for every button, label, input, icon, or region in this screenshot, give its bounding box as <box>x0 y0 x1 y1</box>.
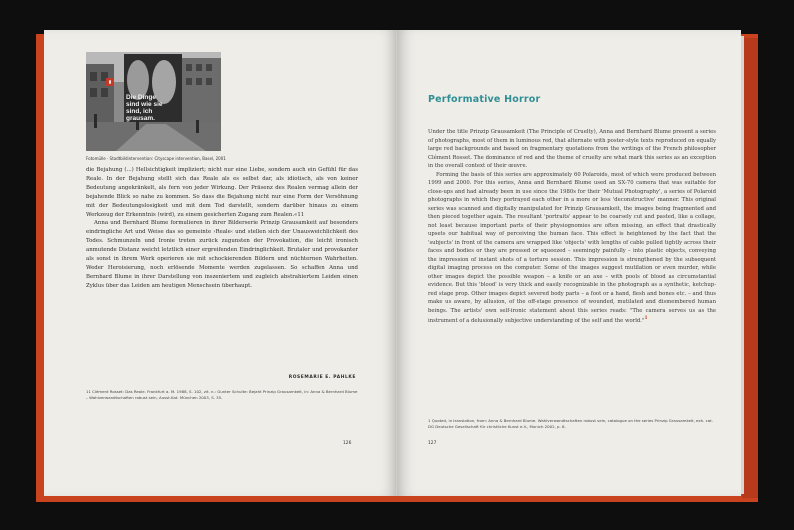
footnote-marker: 1 <box>644 316 648 321</box>
right-paragraph: Under the title Prinzip Grausamkeit (The Principle of Cruelty), Anna and Bernhard Blume present a series of photographs, most of them in luminous red, that alternate with poster-style texts reproduced on equally large red backgrounds and based on fragmentary quotations from the writings of the French philosopher Clément Rosset. The dominance of red and the theme of cruelty are what mark this series as an exception in the overall context of their œuvre. <box>428 129 716 169</box>
left-body-text <box>86 166 358 291</box>
author-signature: ROSEMARIE E. PAHLKE <box>288 375 356 380</box>
left-paragraph: die Bejahung (...) Hellsichtigkeit impliziert; nicht nur eine Liebe, sondern auch ein Gefühl für das Reale. In der Bejahung stellt sich das Reale als es selbst dar, als idiotisch, als von keiner Bedeutung angekränkelt, als fern von jeder Wirkung. Der Präsenz des Realen vermag allein der bejahende Blick so nahe zu kommen. So dass die Bejahung nicht nur eine Form der Versöhnung mit der Bedeutungslosigkeit und mit dem Tod darstellt, sondern darüber hinaus zu einem Werkzeug der Erkenntnis (wird), zu einem gesicherten Zugang zum Realen.«11 <box>86 167 358 218</box>
photo-billboard-text: Die Dinge sind wie sie sind, ich grausam. <box>126 94 163 122</box>
left-paragraph: Anna und Bernhard Blume formulieren in ihrer Bilderserie Prinzip Grausamkeit auf besonders eindringliche Art und Weise das so gemeinte ›Reale‹ und stellen sich der Unausweichlichkeit des Todes. Schmunzeln und Ironie treten zurück zugunsten der Provokation, die leicht ironisch anmutende Distanz weicht letztlich einer ergreifenden Eindringlichkeit. Brutaler und provokanter als sonst in ihrem Werk operieren sie mit schockierenden Bildern und nüchternen Wahrheiten. Weder Heroisierung, noch erlösende Momente werden zugelassen. So schaffen Anna und Bernhard Blume in ihrer Darstellung von inszeniertem und zugleich abstrahiertem Leiden einen Zyklus über das Leiden am heutigen Menschsein überhaupt. <box>86 220 358 289</box>
left-page-number: 126 <box>343 441 352 446</box>
right-page-number: 127 <box>428 441 437 446</box>
right-paragraph-wrap <box>428 171 716 326</box>
right-paragraph: Forming the basis of this series are approximately 60 Polaroids, most of which were produced between 1999 and 2000. For this series, Anna and Bernhard Blume used an SX-70 camera that was suitable for close-ups and had already been in use since the 1980s for their 'Mutual Photography', a series of Polaroid photographs in which they portrayed each other in a more or less 'deconstructive' manner. This original series was scanned and digitally manipulated for Prinzip Grausamkeit, the images being fragmented and then pieced together again. The resultant 'portraits' appear to be coarsely cut and pasted, like a collage, not least because important parts of their physiognomies are often missing, an effect that drastically upsets our habitual way of perceiving the human face. This effect is heightened by the fact that the 'subjects' in front of the camera are wrapped like 'objects' with lengths of cable pulled tightly across their faces and bodies or they are pressed or squeezed – seemingly painfully – into plastic objects, conveying the impression of instant shots of a torture session. This impression is strengthened by the subsequent digital imaging process on the computer. Some of the images suggest mutilation or even murder, while other images depict the possible weapon – a knife or an axe – with pools of blood as circumstantial evidence. But this 'blood' is very thick and easily recognizable in the photograph as a synthetic, ketchup-red stage prop. Other images depict severed body parts – a foot or a hand, flesh and bones etc. – and thus make us aware, by allusion, of the off-stage presence of wounded, mutilated and dismembered human beings. The artists' own self-ironic statement about this series reads: "The camera serves us as the instrument of a delusionally subjective understanding of the self and the world." <box>428 171 716 324</box>
right-body-text <box>428 128 716 325</box>
section-heading: Performative Horror <box>428 94 541 105</box>
page-stack-edge <box>741 36 744 494</box>
photo-caption: Fotomülle · Stadtbildintervention: Cityscape intervention, Basel, 2001 <box>86 156 226 161</box>
right-footnote: 1 Quoted, in translation, from: Anna & Bernhard Blume. Wahlverwandtschaften robust sein, catalogue on the series Prinzip Grausamkeit, exh. cat. DG Deutsche Gesellschaft für christliche Kunst e.V., Munich 2002, p. 8. <box>428 418 713 430</box>
street-photo <box>86 52 221 151</box>
left-footnote: 11 Clément Rosset: Das Reale. Frankfurt a. M. 1988, S. 102, zit. n.: Gunter Schulte: Bejaht Prinzip Grausamkeit, in: Anna & Bernhard Blume – Wahlverwandtschaften robust sein, Ausst.Kat. München 2003, S. 35. <box>86 389 358 401</box>
book-cover-edge <box>742 38 758 498</box>
